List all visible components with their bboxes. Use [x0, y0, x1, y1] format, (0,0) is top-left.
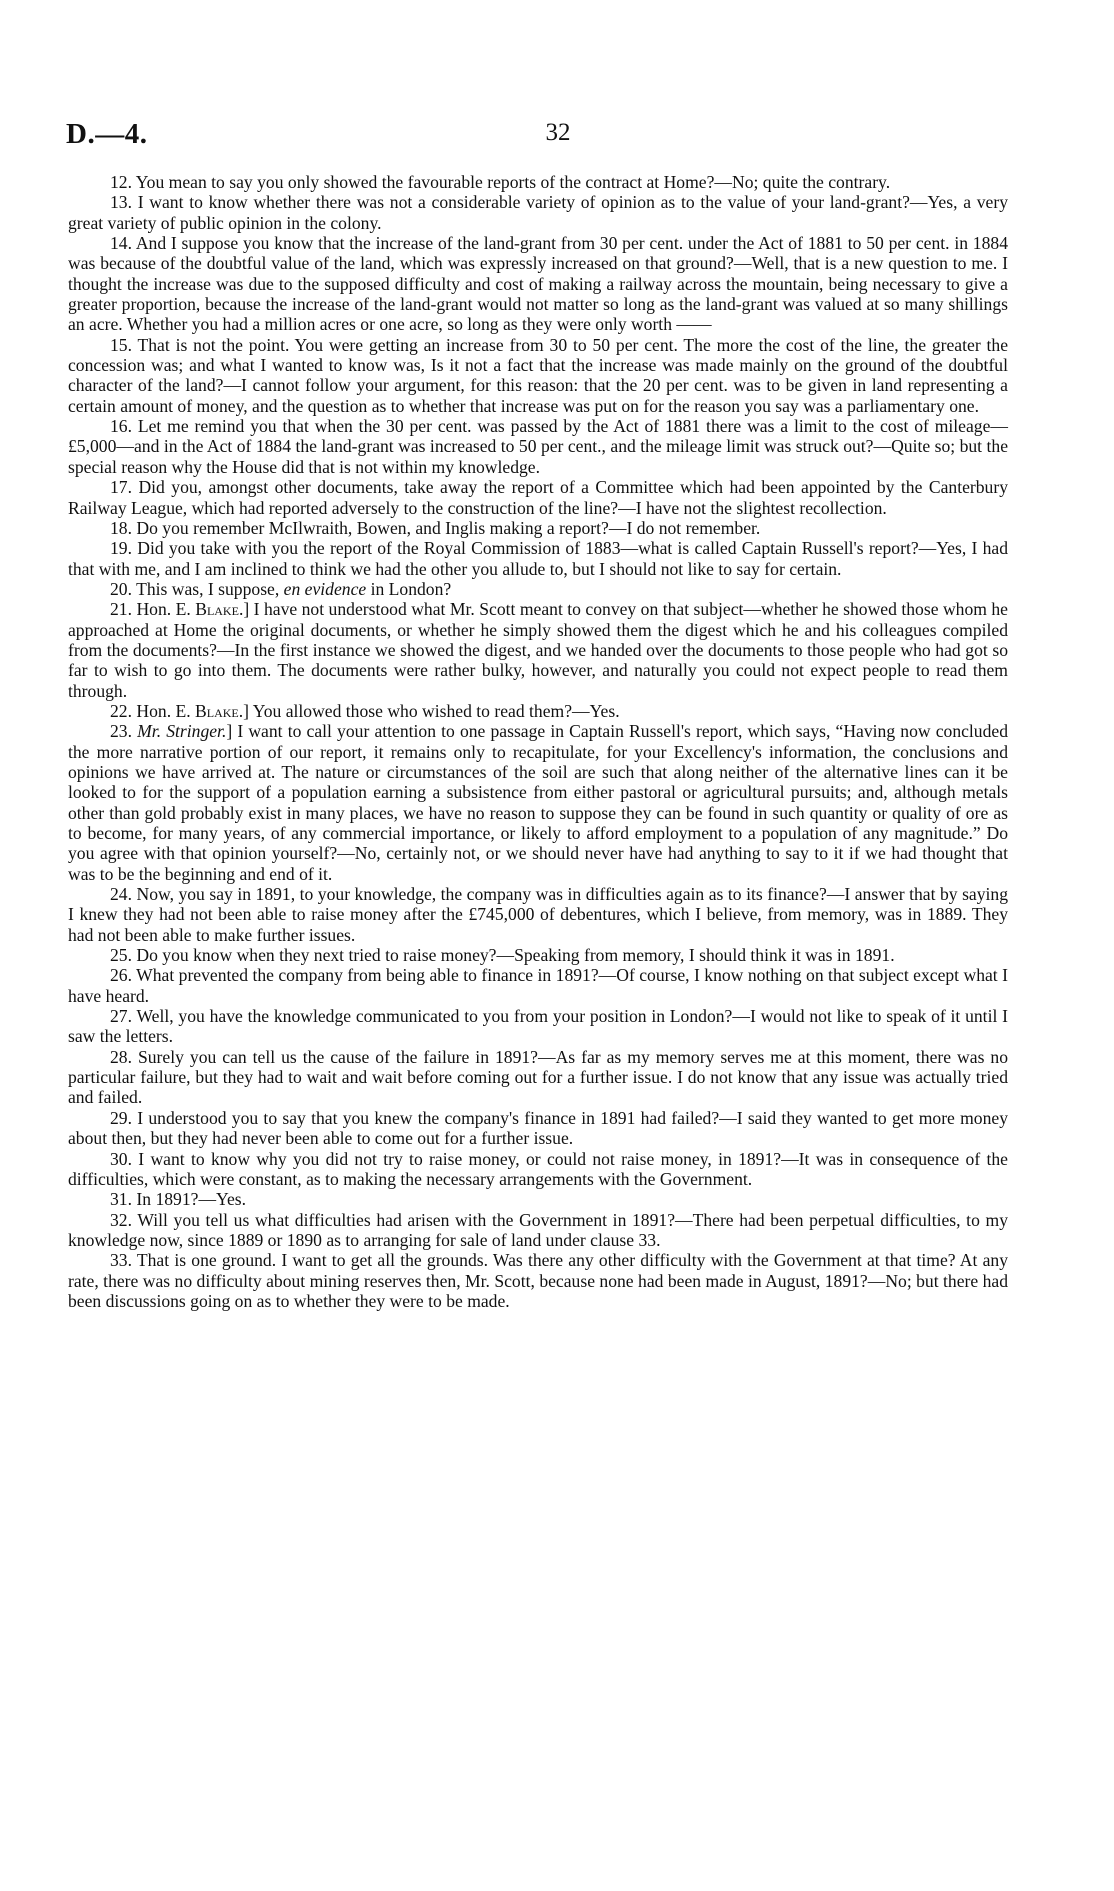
paragraph-text: 19. Did you take with you the report of the Royal Commission of 1883—what is called Captain Russell's report?—Yes, I had that with me, and I am inclined to think we had the other you allude to, but I should not like to say for certain.	[68, 538, 1008, 579]
paragraph-text: 29. I understood you to say that you knew the company's finance in 1891 had failed?—I said they wanted to get more money about then, but they had never been able to come out for a further issue.	[68, 1107, 1008, 1149]
paragraph-text: in London?	[366, 578, 452, 599]
page-header	[66, 118, 1050, 158]
paragraph-text: .] I have not understood what Mr. Scott meant to convey on that subject—whether he showed those whom he approached at Home the original documents, or whether he simply showed them the digest which he and his colleagues compiled from the documents?—In the first instance we showed the digest, and we handed over the documents to those people who had got so far to wish to go into them. The documents were rather bulky, however, and naturally you could not expect people to read them through.	[68, 599, 1008, 701]
testimony-paragraph	[68, 1047, 1008, 1108]
testimony-paragraph	[68, 1149, 1008, 1190]
paragraph-text: 23.	[110, 721, 138, 742]
paragraph-text: ] I want to call your attention to one passage in Captain Russell's report, which says, “Having now concluded the more narrative portion of our report, it remains only to recapitulate, for your Excellency's information, the conclusions and opinions we have arrived at. The nature or circumstances of the soil are such that along neither of the alternative lines can it be looked to for the support of a population earning a subsistence from either pastoral or agricultural pursuits; and, although metals other than gold probably exist in many places, we have no reason to suppose they can be found in such quantity or quality of ore as to become, for many years, of any commercial importance, or likely to afford employment to a population of any magnitude.” Do you agree with that opinion yourself?—No, certainly not, or we should never have had anything to say to it if we had thought that was to be the beginning and end of it.	[68, 721, 1009, 884]
testimony-paragraph	[68, 701, 1008, 721]
paragraph-text: 18. Do you remember McIlwraith, Bowen, and Inglis making a report?—I do not remember.	[110, 517, 761, 538]
speaker-name: Blake	[195, 599, 239, 620]
paragraph-text: 15. That is not the point. You were getting an increase from 30 to 50 per cent. The more the cost of the line, the greater the concession was; and what I wanted to know was, Is it not a fact that the increase was made mainly on the ground of the doubtful character of the land?—I cannot follow your argument, for this reason: that the 20 per cent. was to be given in land representing a certain amount of money, and the question as to whether that increase was put on for the reason you say was a parliamentary one.	[68, 334, 1008, 416]
paragraph-text: 13. I want to know whether there was not a considerable variety of opinion as to the value of your land-grant?—Yes, a very great variety of public opinion in the colony.	[68, 192, 1008, 233]
testimony-paragraph	[68, 884, 1008, 945]
paragraph-text: 30. I want to know why you did not try to raise money, or could not raise money, in 1891?—It was in consequence of the difficulties, which were constant, as to making the necessary arrangements with the Government.	[68, 1148, 1008, 1189]
paragraph-text: 26. What prevented the company from being able to finance in 1891?—Of course, I know nothing on that subject except what I have heard.	[68, 965, 1008, 1006]
testimony-paragraph	[68, 538, 1008, 579]
testimony-paragraph	[68, 599, 1008, 701]
testimony-paragraph	[68, 192, 1008, 233]
testimony-paragraph	[68, 1006, 1008, 1047]
testimony-paragraph	[68, 1250, 1008, 1311]
paragraph-text: 21. Hon. E.	[110, 599, 196, 620]
testimony-paragraph	[68, 579, 1008, 599]
paragraph-text: 14. And I suppose you know that the increase of the land-grant from 30 per cent. under the Act of 1881 to 50 per cent. in 1884 was because of the doubtful value of the land, which was expressly increased on that ground?—Well, that is a new question to me. I thought the increase was due to the supposed difficulty and cost of making a railway across the mountain, being necessary to give a greater proportion, because the increase of the land-grant would not matter so long as the land-grant was valued at so many shillings an acre. Whether you had a million acres or one acre, so long as they were only worth ——	[68, 233, 1008, 335]
testimony-paragraph	[68, 416, 1008, 477]
paragraph-text: 27. Well, you have the knowledge communicated to you from your position in London?—I would not like to speak of it until I saw the letters.	[68, 1006, 1008, 1047]
testimony-body	[68, 172, 1008, 1311]
testimony-paragraph	[68, 1210, 1008, 1251]
testimony-paragraph	[68, 233, 1008, 335]
paragraph-text: 17. Did you, amongst other documents, take away the report of a Committee which had been appointed by the Canterbury Railway League, which had reported adversely to the construction of the line?—I have not the slightest recollection.	[68, 477, 1008, 518]
paragraph-text: 33. That is one ground. I want to get all the grounds. Was there any other difficulty with the Government at that time? At any rate, there was no difficulty about mining reserves then, Mr. Scott, because none had been made in August, 1891?—No; but there had been discussions going on as to whether they were to be made.	[68, 1250, 1008, 1311]
italic-text: en evidence	[283, 578, 367, 599]
paragraph-text: 20. This was, I suppose,	[110, 578, 284, 599]
testimony-paragraph	[68, 721, 1008, 884]
italic-text: Mr. Stringer.	[137, 721, 227, 742]
paragraph-text: .] You allowed those who wished to read them?—Yes.	[238, 700, 620, 721]
page-number: 32	[545, 119, 571, 146]
testimony-paragraph	[68, 945, 1008, 965]
testimony-paragraph	[68, 965, 1008, 1006]
testimony-paragraph	[68, 1108, 1008, 1149]
testimony-paragraph	[68, 518, 1008, 538]
paragraph-text: 16. Let me remind you that when the 30 per cent. was passed by the Act of 1881 there was a limit to the cost of mileage—£5,000—and in the Act of 1884 the land-grant was increased to 50 per cent., and the mileage limit was struck out?—Quite so; but the special reason why the House did that is not within my knowledge.	[68, 416, 1008, 477]
testimony-paragraph	[68, 1189, 1008, 1209]
paragraph-text: 24. Now, you say in 1891, to your knowledge, the company was in difficulties again as to its finance?—I answer that by saying I knew they had not been able to raise money after the £745,000 of debentures, which I believe, from memory, was in 1889. They had not been able to make further issues.	[68, 884, 1008, 945]
paragraph-text: 22. Hon. E.	[110, 700, 196, 721]
paragraph-text: 32. Will you tell us what difficulties had arisen with the Government in 1891?—There had been perpetual difficulties, to my knowledge now, since 1889 or 1890 as to arranging for sale of land under clause 33.	[68, 1209, 1008, 1250]
paragraph-text: 28. Surely you can tell us the cause of the failure in 1891?—As far as my memory serves me at this moment, there was no particular failure, but they had to wait and wait before coming out for a further issue. I do not know that any issue was actually tried and failed.	[68, 1046, 1008, 1108]
testimony-paragraph	[68, 335, 1008, 416]
speaker-name: Blake	[195, 700, 239, 721]
paragraph-text: 25. Do you know when they next tried to raise money?—Speaking from memory, I should think it was in 1891.	[110, 945, 895, 966]
paragraph-text: 12. You mean to say you only showed the favourable reports of the contract at Home?—No; quite the contrary.	[110, 172, 891, 192]
document-reference: D.—4.	[66, 118, 148, 150]
testimony-paragraph	[68, 172, 1008, 192]
testimony-paragraph	[68, 477, 1008, 518]
paragraph-text: 31. In 1891?—Yes.	[110, 1189, 247, 1210]
